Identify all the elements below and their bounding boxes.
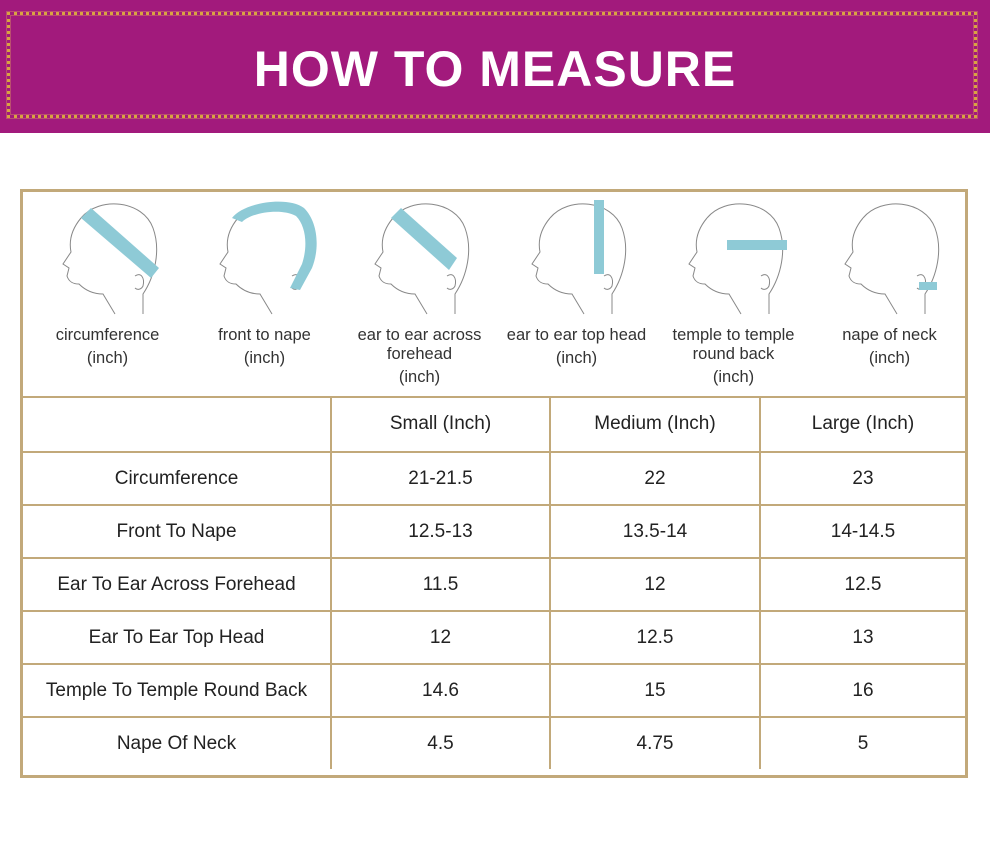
head-cell-ear-to-ear-forehead	[341, 192, 498, 396]
size-table	[23, 396, 965, 769]
page-title: HOW TO MEASURE	[253, 41, 737, 97]
row-label: Ear To Ear Top Head	[23, 611, 331, 664]
table-row	[23, 505, 965, 558]
table-header-row	[23, 396, 965, 452]
table-cell: 14-14.5	[760, 505, 965, 558]
table-header-cell: Medium (Inch)	[550, 396, 760, 452]
table-cell: 12.5-13	[331, 505, 550, 558]
head-label: temple to temple round back (inch)	[672, 326, 795, 386]
table-header-cell: Large (Inch)	[760, 396, 965, 452]
head-cell-nape-of-neck	[811, 192, 968, 396]
row-label: Circumference	[23, 452, 331, 505]
head-cell-ear-to-ear-top	[498, 192, 655, 396]
table-cell: 5	[760, 717, 965, 769]
head-label: ear to ear across forehead (inch)	[357, 326, 482, 386]
head-front-to-nape-icon	[208, 198, 320, 316]
head-temple-to-temple-icon	[677, 198, 789, 316]
table-cell: 23	[760, 452, 965, 505]
head-nape-of-neck-icon	[833, 198, 945, 316]
table-cell: 13	[760, 611, 965, 664]
title-banner	[0, 0, 990, 133]
row-label: Temple To Temple Round Back	[23, 664, 331, 717]
table-cell: 12.5	[550, 611, 760, 664]
row-label: Nape Of Neck	[23, 717, 331, 769]
table-cell: 4.5	[331, 717, 550, 769]
table-row	[23, 717, 965, 769]
table-row	[23, 558, 965, 611]
table-cell: 4.75	[550, 717, 760, 769]
head-cell-temple-to-temple	[655, 192, 812, 396]
head-cell-front-to-nape	[186, 192, 343, 396]
measure-panel	[20, 189, 968, 778]
table-row	[23, 611, 965, 664]
table-cell: 12	[550, 558, 760, 611]
head-label: front to nape (inch)	[218, 326, 311, 367]
head-circumference-icon	[51, 198, 163, 316]
table-cell: 11.5	[331, 558, 550, 611]
head-ear-to-ear-top-icon	[520, 198, 632, 316]
table-row	[23, 664, 965, 717]
table-cell: 12	[331, 611, 550, 664]
table-row	[23, 452, 965, 505]
table-cell: 21-21.5	[331, 452, 550, 505]
table-cell: 16	[760, 664, 965, 717]
table-cell: 12.5	[760, 558, 965, 611]
table-cell: 15	[550, 664, 760, 717]
table-header-cell	[23, 396, 331, 452]
head-label: circumference (inch)	[55, 326, 160, 367]
row-label: Front To Nape	[23, 505, 331, 558]
head-illustrations-row	[23, 192, 965, 398]
table-cell: 14.6	[331, 664, 550, 717]
table-cell: 13.5-14	[550, 505, 760, 558]
row-label: Ear To Ear Across Forehead	[23, 558, 331, 611]
table-cell: 22	[550, 452, 760, 505]
head-label: nape of neck (inch)	[842, 326, 937, 367]
head-label: ear to ear top head (inch)	[506, 326, 647, 367]
head-ear-to-ear-forehead-icon	[363, 198, 475, 316]
table-header-cell: Small (Inch)	[331, 396, 550, 452]
head-cell-circumference	[29, 192, 186, 396]
